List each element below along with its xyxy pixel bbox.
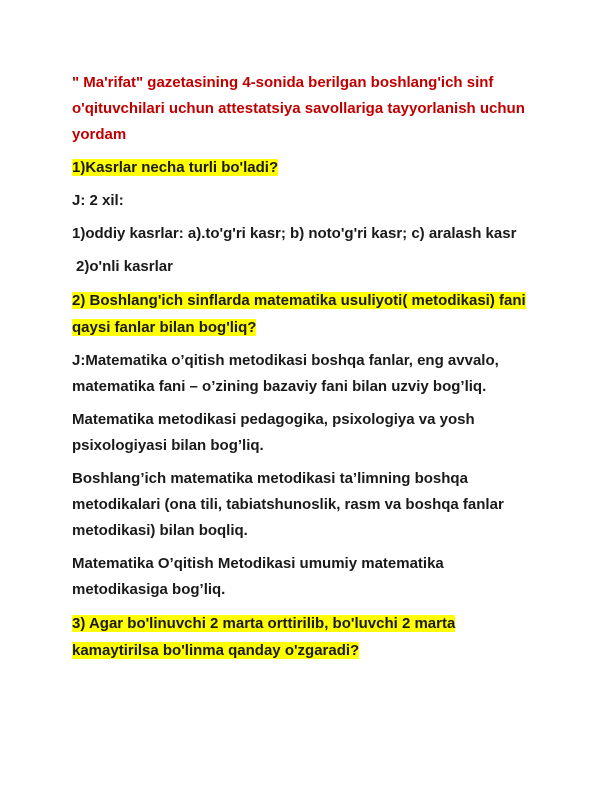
answer-2-paragraph-4: Matematika O’qitish Metodikasi umumiy matematika metodikasiga bog’liq. bbox=[72, 555, 444, 598]
answer-1-intro: J: 2 xil: bbox=[72, 192, 124, 209]
question-1 bbox=[72, 155, 540, 181]
document-body bbox=[72, 70, 540, 671]
question-3-text: 3) Agar bo'linuvchi 2 marta orttirilib, bo'luvchi 2 marta kamaytirilsa bo'linma qanday o'zgaradi? bbox=[72, 615, 456, 659]
answer-1-item-1: 1)oddiy kasrlar: a).to'g'ri kasr; b) noto'g'ri kasr; c) aralash kasr bbox=[72, 225, 517, 242]
answer-2-paragraph-2: Matematika metodikasi pedagogika, psixologiya va yosh psixologiyasi bilan bog’liq. bbox=[72, 411, 475, 454]
answer-1-item-2: 2)o'nli kasrlar bbox=[76, 258, 173, 275]
question-2 bbox=[72, 287, 540, 341]
question-3 bbox=[72, 610, 540, 664]
question-1-text: 1)Kasrlar necha turli bo'ladi? bbox=[72, 159, 279, 176]
answer-2-paragraph-1: J:Matematika o’qitish metodikasi boshqa fanlar, eng avvalo, matematika fani – o’zining bazaviy fani bilan uzviy bog’liq. bbox=[72, 352, 499, 395]
document-title: " Ma'rifat" gazetasining 4-sonida berilgan boshlang'ich sinf o'qituvchilari uchun attestatsiya savollariga tayyorlanish uchun yordam bbox=[72, 74, 525, 143]
question-2-text: 2) Boshlang'ich sinflarda matematika usuliyoti( metodikasi) fani qaysi fanlar bilan bog'liq? bbox=[72, 292, 526, 336]
answer-2-paragraph-3: Boshlang’ich matematika metodikasi ta’limning boshqa metodikalari (ona tili, tabiatshunoslik, rasm va boshqa fanlar metodikasi) bilan boqliq. bbox=[72, 470, 504, 539]
